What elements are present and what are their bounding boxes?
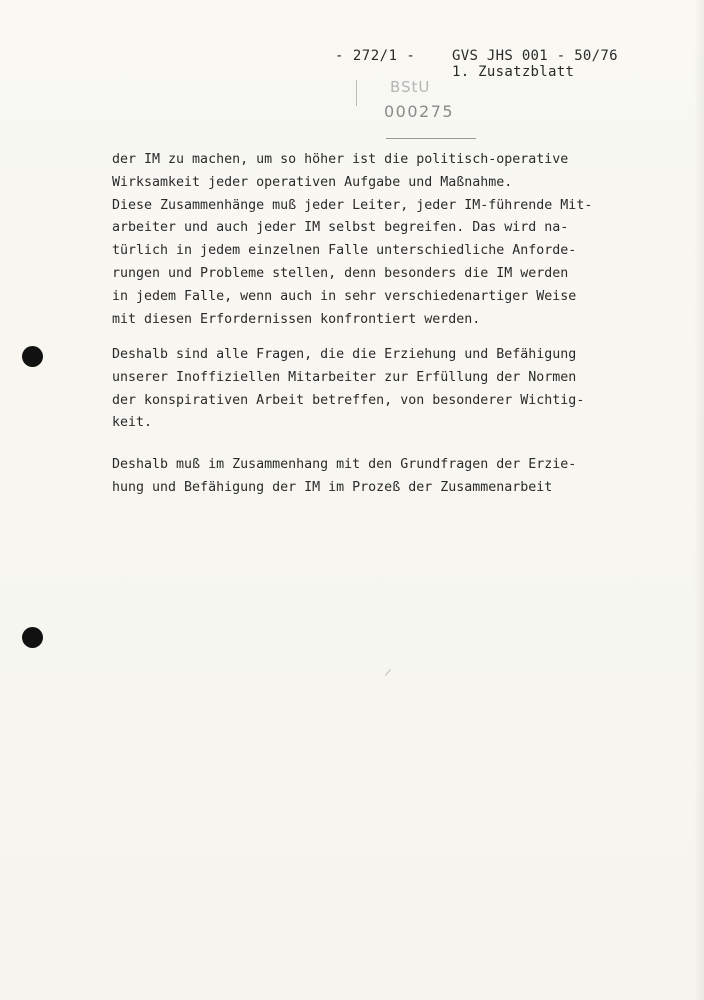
text-line: Diese Zusammenhänge muß jeder Leiter, jeder IM-führende Mit-	[112, 197, 593, 213]
page-number: - 272/1 -	[335, 48, 416, 64]
file-reference: GVS JHS 001 - 50/76	[452, 48, 618, 64]
text-line: keit.	[112, 415, 153, 431]
paragraph-3	[112, 454, 657, 500]
text-line: in jedem Falle, wenn auch in sehr verschiedenartiger Weise	[112, 288, 577, 304]
text-line: Wirksamkeit jeder operativen Aufgabe und Maßnahme.	[112, 174, 513, 190]
text-line: Deshalb sind alle Fragen, die die Erziehung und Befähigung	[112, 347, 577, 362]
text-line: Deshalb muß im Zusammenhang mit den Grundfragen der Erzie-	[112, 457, 577, 472]
text-line: der konspirativen Arbeit betreffen, von besonderer Wichtig-	[112, 392, 585, 408]
pencil-mark	[385, 669, 391, 676]
sheet-label: 1. Zusatzblatt	[452, 64, 575, 80]
punch-hole-lower	[22, 627, 43, 648]
paragraph-2	[112, 344, 657, 435]
punch-hole-upper	[22, 346, 43, 367]
paragraph-1	[112, 149, 657, 331]
text-line: der IM zu machen, um so höher ist die politisch-operative	[112, 152, 569, 167]
text-line: arbeiter und auch jeder IM selbst begreifen. Das wird na-	[112, 220, 569, 236]
page-edge-shadow	[694, 0, 704, 1000]
stamp-underline	[386, 138, 476, 139]
text-line: unserer Inoffiziellen Mitarbeiter zur Erfüllung der Normen	[112, 369, 577, 385]
text-line: türlich in jedem einzelnen Falle unterschiedliche Anforde-	[112, 243, 577, 259]
text-line: mit diesen Erfordernissen konfrontiert werden.	[112, 311, 481, 327]
stamp-tick-mark	[356, 80, 357, 106]
text-line: rungen und Probleme stellen, denn besonders die IM werden	[112, 265, 569, 281]
archive-sheet-number: 000275	[384, 102, 455, 121]
archive-stamp-code: BStU	[390, 78, 431, 96]
text-line: hung und Befähigung der IM im Prozeß der Zusammenarbeit	[112, 479, 553, 495]
